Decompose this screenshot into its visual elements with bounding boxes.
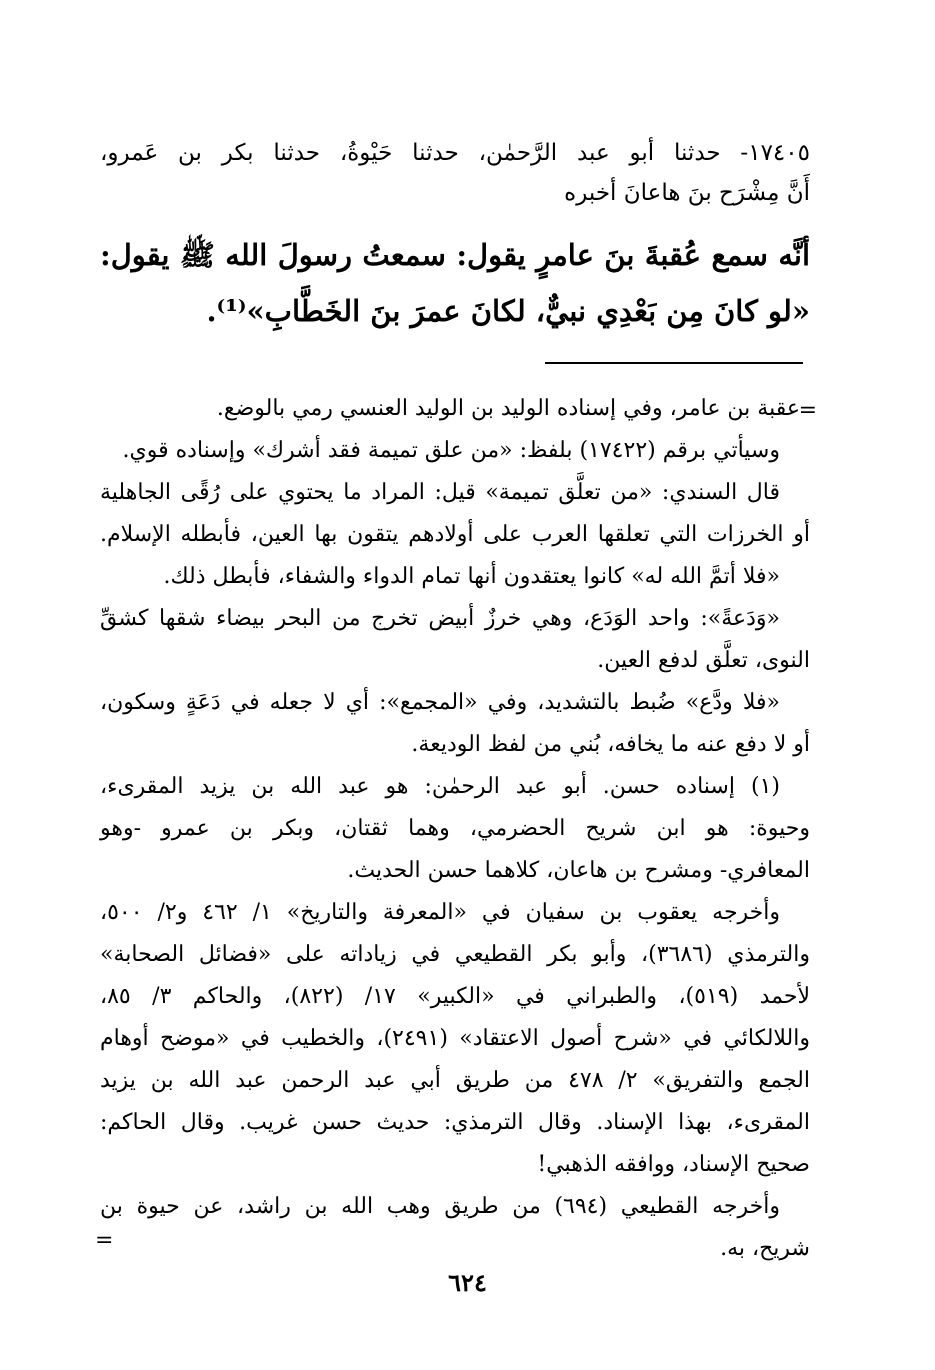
footnote-1-line: صحيح الإسناد، ووافقه الذهبي! (537, 1152, 810, 1177)
footnote-line: قال السندي: «من تعلَّق تميمة» قيل: المراد ما يحتوي على رُقًى الجاهلية (100, 480, 780, 505)
matn-line-2: «لو كانَ مِن بَعْدِي نبيٌّ، لكانَ عمرَ بنَ الخَطَّابِ»⁽¹⁾. (206, 294, 810, 328)
footnote-1-line: المعافري- ومشرح بن هاعان، كلاهما حسن الحديث. (347, 858, 810, 883)
footnote-1-line: وأخرجه يعقوب بن سفيان في «المعرفة والتاريخ» ١/ ٤٦٢ و٢/ ٥٠٠، (100, 900, 781, 925)
isnad-line-1: ١٧٤٠٥- حدثنا أبو عبد الرَّحمٰن، حدثنا حَيْوةُ، حدثنا بكر بن عَمرو، (100, 140, 810, 166)
footnote-1-line: المقرىء، بهذا الإسناد. وقال الترمذي: حديث حسن غريب. وقال الحاكم: (100, 1110, 810, 1135)
footnote-1-line: شريح، به. (720, 1236, 810, 1261)
footnote-1-line: واللالكائي في «شرح أصول الاعتقاد» (٢٤٩١)، والخطيب في «موضح أوهام (100, 1026, 811, 1051)
footnote-line: عقبة بن عامر، وفي إسناده الوليد بن الوليد العنسي رمي بالوضع. (216, 396, 800, 421)
footnote-line: النوى، تعلَّق لدفع العين. (597, 648, 810, 673)
footnote-line: «وَدَعةً»: واحد الوَدَع، وهي خرزٌ أبيض تخرج من البحر بيضاء شقها كشقِّ (100, 606, 780, 631)
page-number: ٦٢٤ (448, 1268, 487, 1297)
footnote-1-line: (١) إسناده حسن. أبو عبد الرحمٰن: هو عبد الله بن يزيد المقرىء، (100, 774, 780, 799)
footnote-1-line: وأخرجه القطيعي (٦٩٤) من طريق وهب الله بن راشد، عن حيوة بن (100, 1194, 780, 1219)
footnote-line: وسيأتي برقم (١٧٤٢٢) بلفظ: «من علق تميمة فقد أشرك» وإسناده قوي. (122, 438, 780, 463)
footnote-line: أو الخرزات التي تعلقها العرب على أولادهم يتقون بها العين، فأبطله الإسلام. (100, 522, 810, 547)
footnote-1-line: والترمذي (٣٦٨٦)، وأبو بكر القطيعي في زياداته على «فضائل الصحابة» (100, 942, 810, 967)
footnote-1-line: الجمع والتفريق» ٢/ ٤٧٨ من طريق أبي عبد الرحمن عبد الله بن يزيد (100, 1068, 810, 1093)
footnote-line: «فلا ودَّع» ضُبط بالتشديد، وفي «المجمع»: أي لا جعله في دَعَةٍ وسكون، (100, 690, 780, 715)
footnote-1-line: لأحمد (٥١٩)، والطبراني في «الكبير» ١٧/ (٨٢٢)، والحاكم ٣/ ٨٥، (100, 984, 810, 1009)
matn-line-1: أنَّه سمع عُقبةَ بنَ عامرٍ يقول: سمعتُ رسولَ الله ﷺ يقول: (100, 238, 810, 272)
footnote-separator (545, 362, 803, 364)
footnote-1-line: وحيوة: هو ابن شريح الحضرمي، وهما ثقتان، وبكر بن عمرو -وهو (100, 816, 810, 841)
isnad-line-2: أَنَّ مِشْرَح بنَ هاعانَ أخبره (564, 180, 810, 206)
footnote-line: «فلا أتمَّ الله له» كانوا يعتقدون أنها تمام الدواء والشفاء، فأبطل ذلك. (163, 564, 780, 589)
continuation-marker-end: = (95, 1228, 114, 1253)
footnote-line: أو لا دفع عنه ما يخافه، بُني من لفظ الوديعة. (411, 732, 810, 757)
continuation-marker: = (798, 398, 817, 423)
